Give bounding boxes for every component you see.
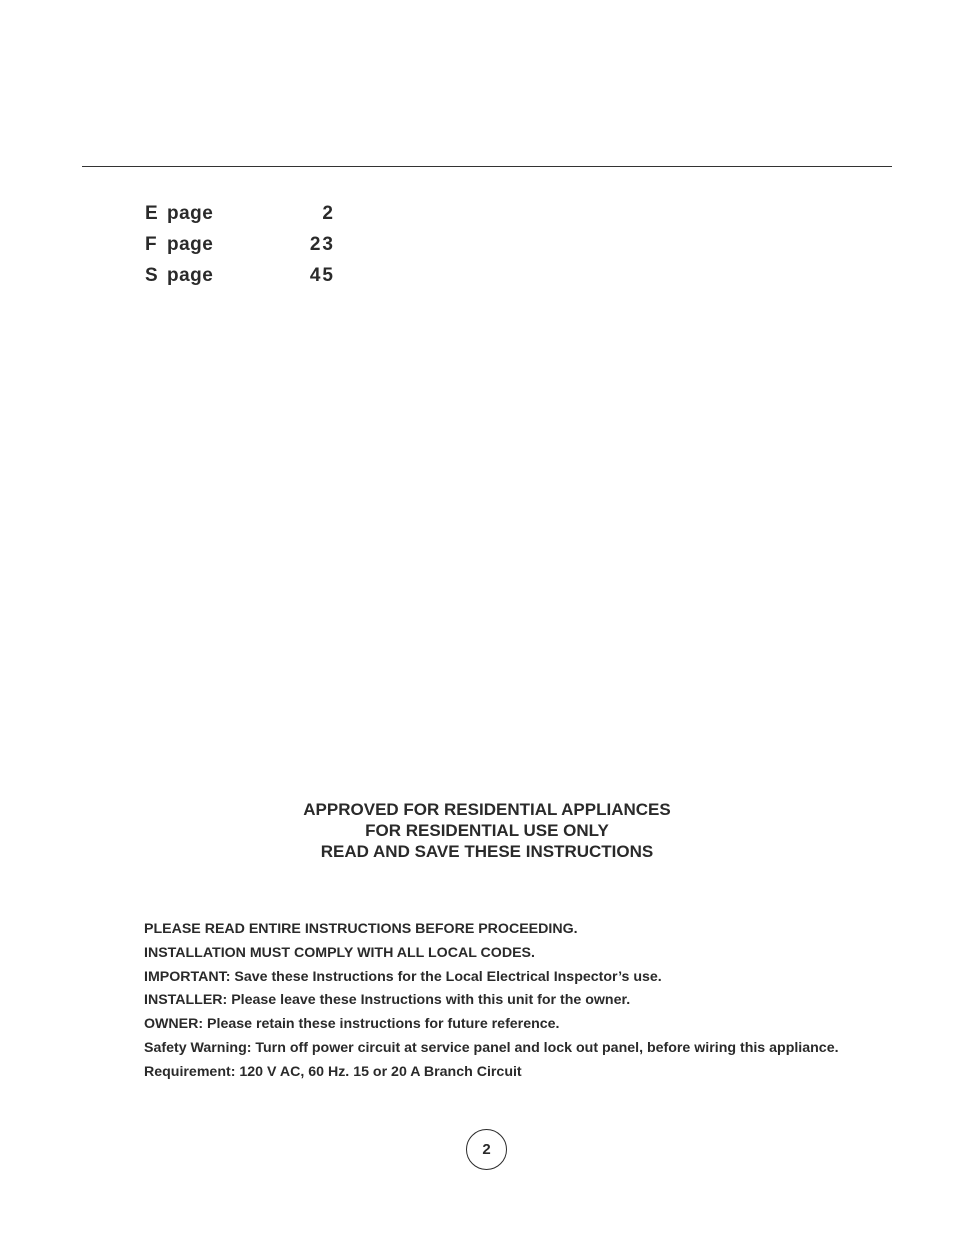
toc-word: page: [167, 265, 214, 286]
approval-line: APPROVED FOR RESIDENTIAL APPLIANCES: [303, 800, 671, 819]
note-line: OWNER: Please retain these instructions for future reference.: [144, 1016, 560, 1033]
note-line: INSTALLATION MUST COMPLY WITH ALL LOCAL CODES.: [144, 944, 535, 961]
toc-row-english[interactable]: [145, 203, 345, 234]
page-number-badge: [466, 1129, 507, 1170]
approval-line: FOR RESIDENTIAL USE ONLY: [365, 821, 609, 840]
toc-lang: S: [145, 265, 159, 286]
page-number: 2: [482, 1141, 491, 1158]
toc-page-number: 23: [309, 234, 335, 255]
toc-word: page: [167, 234, 214, 255]
toc-page-number: 45: [309, 265, 335, 286]
note-line: PLEASE READ ENTIRE INSTRUCTIONS BEFORE PROCEEDING.: [144, 921, 578, 937]
approval-line: READ AND SAVE THESE INSTRUCTIONS: [320, 842, 654, 861]
toc-page-number: 2: [322, 203, 335, 224]
approval-heading: [0, 799, 954, 862]
toc-row-french[interactable]: [145, 234, 345, 265]
top-divider: [82, 166, 892, 167]
note-line: INSTALLER: Please leave these Instructions with this unit for the owner.: [144, 992, 631, 1009]
note-line: IMPORTANT: Save these Instructions for the Local Electrical Inspector’s use.: [144, 968, 662, 985]
safety-notes: [144, 918, 924, 1085]
note-line: Safety Warning: Turn off power circuit at service panel and lock out panel, before wiring this appliance.: [144, 1039, 839, 1056]
toc-lang: E: [145, 203, 159, 224]
toc-word: page: [167, 203, 214, 224]
note-line: Requirement: 120 V AC, 60 Hz. 15 or 20 A Branch Circuit: [144, 1063, 522, 1080]
language-index: [145, 203, 345, 296]
toc-row-spanish[interactable]: [145, 265, 345, 296]
toc-lang: F: [145, 234, 158, 255]
